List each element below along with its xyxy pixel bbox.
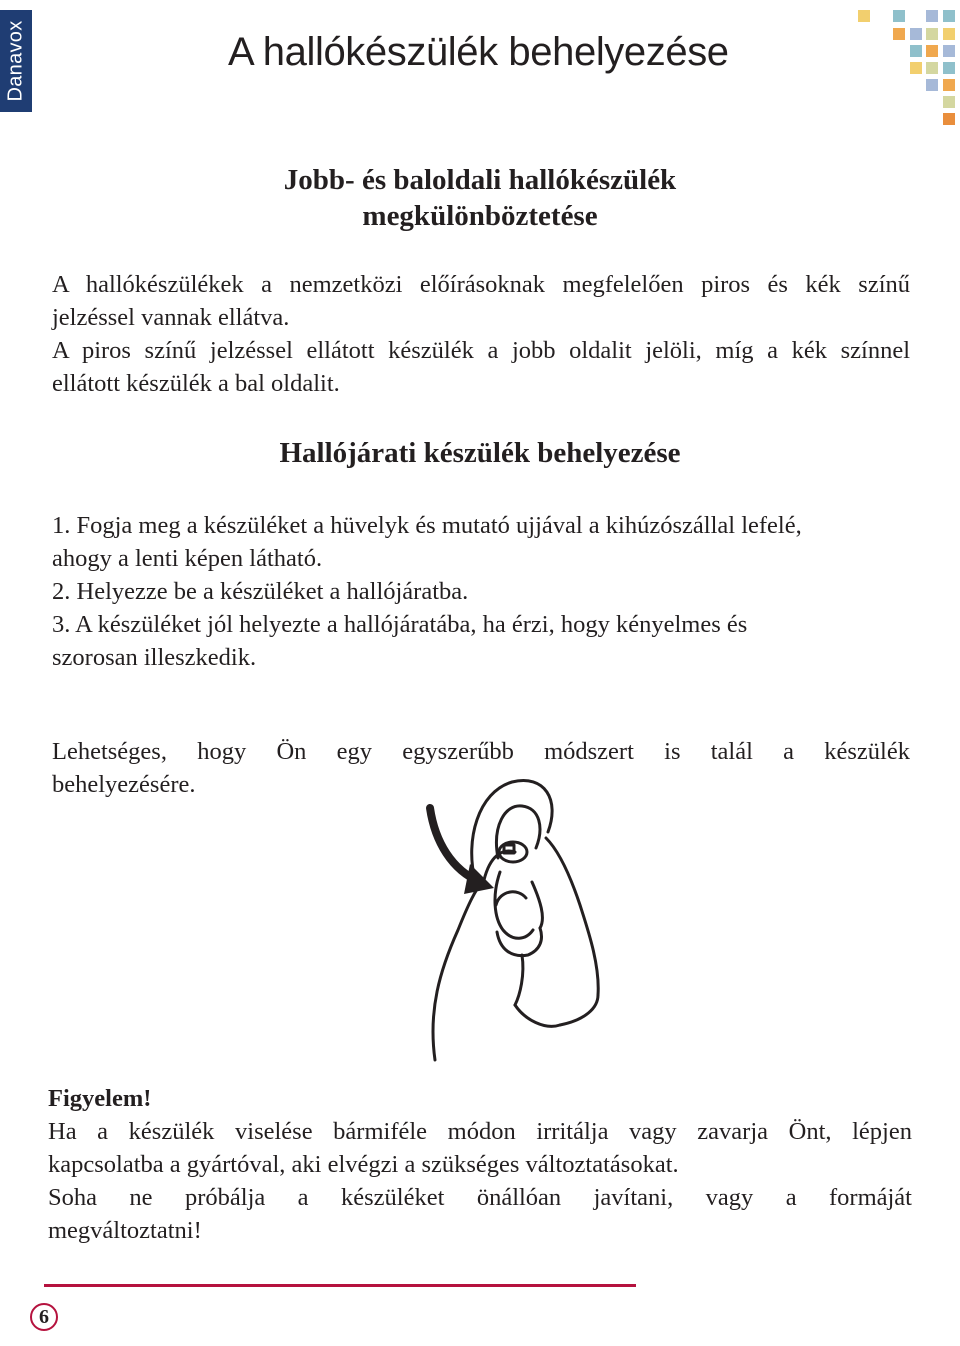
footer-rule [44,1284,636,1287]
mosaic-square [943,10,955,22]
mosaic-square [943,79,955,91]
mosaic-square [926,62,938,74]
text-line: megváltoztatni! [48,1217,202,1244]
mosaic-square [926,79,938,91]
section-heading-line: Jobb- és baloldali hallókészülék [283,164,677,196]
text-line: behelyezésére. [52,771,196,798]
step-line: ahogy a lenti képen látható. [52,545,323,572]
mosaic-square [943,62,955,74]
text-line: Lehetséges, hogy Ön egy egyszerűbb módszert is talál a készülék [52,738,910,765]
step-line: 2. Helyezze be a készüléket a hallójáratba. [52,578,469,605]
mosaic-square [926,45,938,57]
mosaic-square [910,62,922,74]
text-line: A hallókészülékek a nemzetközi előírásoknak megfelelően piros és kék színű [52,271,910,298]
text-line: Soha ne próbálja a készüléket önállóan javítani, vagy a formáját [48,1184,912,1211]
hand-inserting-hearing-aid-illustration [420,775,610,1070]
mosaic-square [926,28,938,40]
step-line: 1. Fogja meg a készüléket a hüvelyk és mutató ujjával a kihúzószállal lefelé, [52,512,802,539]
mosaic-square [910,45,922,57]
brand-tab [0,10,32,112]
mosaic-square [893,10,905,22]
section-heading-left-right [0,162,960,234]
text-line: ellátott készülék a bal oldalit. [52,370,340,397]
mosaic-square [943,45,955,57]
mosaic-square [893,28,905,40]
page-title: A hallókészülék behelyezése [228,30,729,74]
section-heading-insertion: Hallójárati készülék behelyezése [279,437,681,469]
step-line: szorosan illeszkedik. [52,644,257,671]
warning-title: Figyelem! [48,1085,152,1112]
section-heading-line: megkülönböztetése [362,200,598,232]
warning-section [48,1082,912,1247]
insertion-steps [52,509,910,674]
mosaic-square [910,28,922,40]
mosaic-square [943,28,955,40]
mosaic-square [858,10,870,22]
text-line: A piros színű jelzéssel ellátott készülék a jobb oldalit jelöli, míg a kék színnel [52,337,910,364]
mosaic-square [943,96,955,108]
left-right-paragraph [52,268,910,400]
step-line: 3. A készüléket jól helyezte a hallójáratába, ha érzi, hogy kényelmes és [52,611,748,638]
text-line: jelzéssel vannak ellátva. [52,304,290,331]
page-number: 6 [30,1303,58,1331]
text-line: kapcsolatba a gyártóval, aki elvégzi a szükséges változtatásokat. [48,1151,679,1178]
brand-logo-text: Danavox [4,20,27,102]
text-line: Ha a készülék viselése bármiféle módon irritálja vagy zavarja Önt, lépjen [48,1118,912,1145]
mosaic-square [926,10,938,22]
mosaic-square [943,113,955,125]
